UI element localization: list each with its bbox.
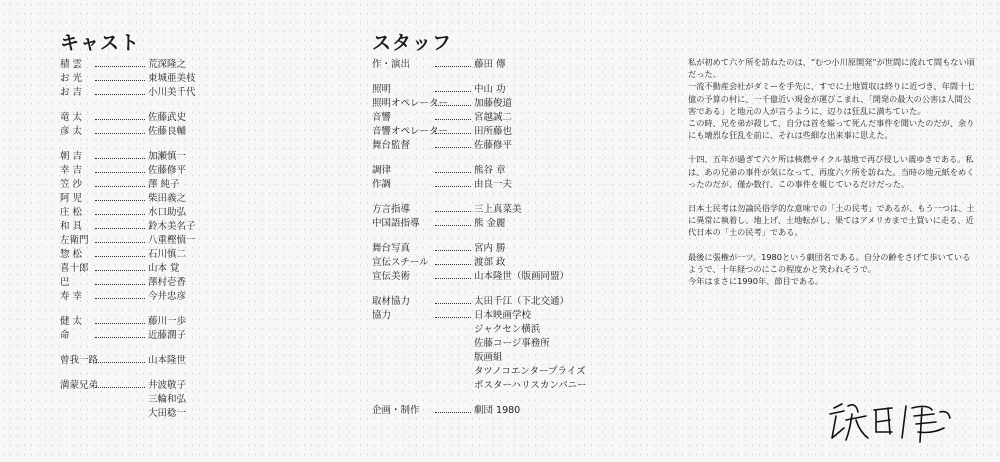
cast-credit-row [60,192,196,206]
staff-name: 佐藤コージ事務所 [474,338,550,349]
staff-role: 照明 [372,84,392,95]
cast-leader-dots [95,133,145,134]
cast-leader-dots [95,66,145,67]
cast-credit-row [60,125,196,139]
cast-role: 庄 松 [60,207,83,218]
cast-credit-row [60,86,196,100]
cast-leader-dots [95,158,145,159]
essay-paragraph-gap [688,190,978,202]
staff-leader-dots [435,91,471,92]
cast-role: 竜 太 [60,112,83,123]
staff-role: 協力 [372,310,392,321]
staff-leader-dots [435,66,471,67]
cast-group-gap [60,139,196,150]
cast-role: 幸 吉 [60,165,83,176]
cast-leader-dots [95,172,145,173]
staff-name: 劇団 1980 [474,405,521,416]
staff-group-gap [372,153,587,164]
staff-leader-dots [435,147,471,148]
cast-name: 水口助弘 [148,207,187,218]
staff-name: 日本映画学校 [474,310,532,321]
cast-leader-dots [95,256,145,257]
staff-credit-row [372,217,587,231]
cast-credit-row [60,58,196,72]
staff-credit-row [372,323,587,337]
essay-paragraph: 一流不動産会社がダミーを手先に、すでに土地買収は終りに近づき、年間十七億の予算の村に、一千億近い現金が運びこまれ、「開発の最大の公害は人間公害である」と地元の人が言うように、辺りは狂乱に満ちていた。 [688,81,975,116]
staff-group-gap [372,231,587,242]
staff-name: 版画組 [474,352,503,363]
cast-role: 命 [60,330,70,341]
staff-name: 熊 金麗 [474,218,506,229]
cast-heading: キャスト [60,32,141,54]
cast-leader-dots [95,270,145,271]
staff-credit-row [372,164,587,178]
staff-role: 方言指導 [372,204,411,215]
cast-name: 鈴木美名子 [148,221,196,232]
staff-name: 三上真菜美 [474,204,522,215]
cast-credit-row [60,206,196,220]
staff-credit-row [372,379,587,393]
cast-group-gap [60,368,196,379]
cast-role: お 光 [60,73,83,84]
cast-role: 左衛門 [60,235,89,246]
cast-role: 朝 吉 [60,151,83,162]
staff-role: 舞台写真 [372,243,411,254]
cast-group-gap [60,304,196,315]
cast-credit-row [60,329,196,343]
staff-credit-row [372,83,587,97]
cast-name: 澤村壱香 [148,277,187,288]
staff-leader-dots [435,119,471,120]
cast-name: 山本隆世 [148,355,187,366]
staff-name: 宮越誠二 [474,112,513,123]
staff-role: 音響オペレーター [372,126,449,137]
staff-heading: スタッフ [372,32,453,54]
cast-credit-row [60,111,196,125]
staff-name: 渡部 政 [474,257,506,268]
cast-credit-row [60,164,196,178]
staff-credit-row [372,242,587,256]
staff-name: 佐藤修平 [474,140,513,151]
cast-leader-dots [95,119,145,120]
cast-credit-row [60,379,196,393]
cast-name: 柴田義之 [148,193,187,204]
cast-credit-row [60,354,196,368]
cast-name: 山本 覚 [148,263,180,274]
staff-role: 企画・制作 [372,405,420,416]
staff-name: ポスターハリスカンパニー [474,380,587,391]
cast-leader-dots [95,242,145,243]
staff-credit-row [372,58,587,72]
staff-name: 中山 功 [474,84,506,95]
cast-role: 巴 [60,277,70,288]
staff-credit-row [372,365,587,379]
cast-role: 阿 児 [60,193,83,204]
staff-leader-dots [435,303,471,304]
staff-credit-row [372,351,587,365]
cast-list [60,58,196,421]
cast-credit-row [60,248,196,262]
cast-role: 惣 松 [60,249,83,260]
cast-role: 彦 太 [60,126,83,137]
staff-name: 加藤俊道 [474,98,513,109]
cast-credit-row [60,234,196,248]
staff-name: 山本隆世（版画同盟） [474,271,570,282]
cast-credit-row [60,262,196,276]
cast-name: 小川美千代 [148,87,196,98]
staff-role: 中国語指導 [372,218,420,229]
cast-leader-dots [95,228,145,229]
staff-credit-row [372,125,587,139]
staff-leader-dots [435,186,471,187]
staff-leader-dots [435,250,471,251]
staff-role: 調律 [372,165,392,176]
cast-leader-dots [95,337,145,338]
cast-name: 荒深隆之 [148,59,187,70]
staff-leader-dots [435,317,471,318]
cast-name: 三輪和弘 [148,394,187,405]
staff-credit-row [372,111,587,125]
staff-role: 取材協力 [372,296,411,307]
staff-credit-row [372,337,587,351]
cast-leader-dots [95,284,145,285]
cast-role: 積 雲 [60,59,83,70]
staff-group-gap [372,72,587,83]
cast-name: 大田稔一 [148,408,187,419]
staff-leader-dots [435,412,471,413]
staff-group-gap [372,393,587,404]
director-essay [688,56,978,287]
cast-name: 澤 純子 [148,179,180,190]
staff-name: 田所藤也 [474,126,513,137]
cast-leader-dots [95,94,145,95]
staff-role: 舞台監督 [372,140,411,151]
essay-paragraph: 今年はまさに1990年、節目である。 [688,276,824,287]
staff-credit-row [372,270,587,284]
staff-leader-dots [435,264,471,265]
cast-name: 八重樫慎一 [148,235,196,246]
staff-leader-dots [435,133,471,134]
staff-leader-dots [435,278,471,279]
essay-paragraph: 私が初めて六ケ所を訪ねたのは、“むつ小川原開発”が世間に流れて間もない頃だった。 [688,57,975,80]
cast-leader-dots [95,387,145,388]
staff-name: 由良一夫 [474,179,513,190]
essay-paragraph-gap [688,239,978,251]
cast-name: 近藤潤子 [148,330,187,341]
staff-name: ジャクセン横浜 [474,324,541,335]
cast-name: 石川慎二 [148,249,187,260]
essay-paragraph: この時、兄を弟が殺して、自分は首を縊って死んだ事件を聞いたのだが、余りにも壊烈な狂乱を前に、それは些細な出来事に思えた。 [688,118,975,141]
staff-credit-row [372,295,587,309]
staff-leader-dots [435,225,471,226]
staff-credit-row [372,178,587,192]
cast-role: 喜十郎 [60,263,89,274]
cast-role: 笠 沙 [60,179,83,190]
staff-role: 作・演出 [372,59,411,70]
cast-role: 満蒙兄弟 [60,380,99,391]
cast-leader-dots [95,80,145,81]
cast-credit-row [60,178,196,192]
staff-name: 太田千江（下北交通） [474,296,570,307]
staff-name: 熊谷 章 [474,165,506,176]
essay-paragraph-gap [688,141,978,153]
cast-credit-row [60,220,196,234]
cast-name: 藤川一歩 [148,316,187,327]
staff-credit-row [372,309,587,323]
cast-role: 和 具 [60,221,83,232]
cast-name: 加瀬慎一 [148,151,187,162]
staff-credit-row [372,256,587,270]
staff-credit-row [372,97,587,111]
cast-role: 寿 幸 [60,291,83,302]
cast-credit-row [60,393,196,407]
cast-name: 井波敬子 [148,380,187,391]
cast-name: 佐藤修平 [148,165,187,176]
cast-leader-dots [95,323,145,324]
staff-name: 宮内 勝 [474,243,506,254]
cast-credit-row [60,276,196,290]
staff-leader-dots [435,172,471,173]
cast-group-gap [60,343,196,354]
cast-leader-dots [95,298,145,299]
essay-paragraph: 十四、五年が過ぎて六ケ所は核燃サイクル基地で再び侵しい震ゆきである。私は、あの兄弟の事件が気になって、再度六ケ所を訪ねた。当時の地元紙をめくったのだが、僅か数行、この事件を報じているだけだった。 [688,154,975,189]
staff-role: 照明オペレーター [372,98,449,109]
cast-role: 健 太 [60,316,83,327]
cast-leader-dots [95,362,145,363]
staff-role: 作調 [372,179,392,190]
staff-role: 宣伝スチール [372,257,429,268]
staff-name: 藤田 傳 [474,59,506,70]
cast-credit-row [60,72,196,86]
cast-credit-row [60,290,196,304]
cast-name: 佐藤武史 [148,112,187,123]
essay-paragraph: 最後に張権が一ツ。1980という劇団名である。自分の齢をさげて歩いているようで、十年経つのにこの程度かと笑われそうで。 [688,251,971,274]
staff-credit-row [372,404,587,418]
staff-role: 宣伝美術 [372,271,411,282]
cast-name: 今井忠彦 [148,291,187,302]
staff-credit-row [372,203,587,217]
cast-leader-dots [95,186,145,187]
cast-leader-dots [95,200,145,201]
cast-name: 東城亜美枝 [148,73,196,84]
staff-group-gap [372,284,587,295]
handwritten-signature [822,398,962,448]
staff-credit-row [372,139,587,153]
cast-leader-dots [95,214,145,215]
cast-credit-row [60,407,196,421]
cast-role: 曾我一路 [60,355,99,366]
essay-paragraph: 日本土民考は勿論民俗学的な意味での「土の民考」であるが、もう一つは、土に異常に執着し、地上げ、土地転がし、果てはアメリカまで土買いに走る、近代日本の「土の民考」である。 [688,203,975,238]
staff-name: タツノコエンタープライズ [474,366,586,377]
cast-credit-row [60,315,196,329]
staff-leader-dots [435,105,471,106]
staff-leader-dots [435,211,471,212]
cast-role: お 吉 [60,87,83,98]
cast-name: 佐藤良輔 [148,126,187,137]
staff-group-gap [372,192,587,203]
staff-list [372,58,587,418]
staff-role: 音響 [372,112,392,123]
cast-credit-row [60,150,196,164]
cast-group-gap [60,100,196,111]
